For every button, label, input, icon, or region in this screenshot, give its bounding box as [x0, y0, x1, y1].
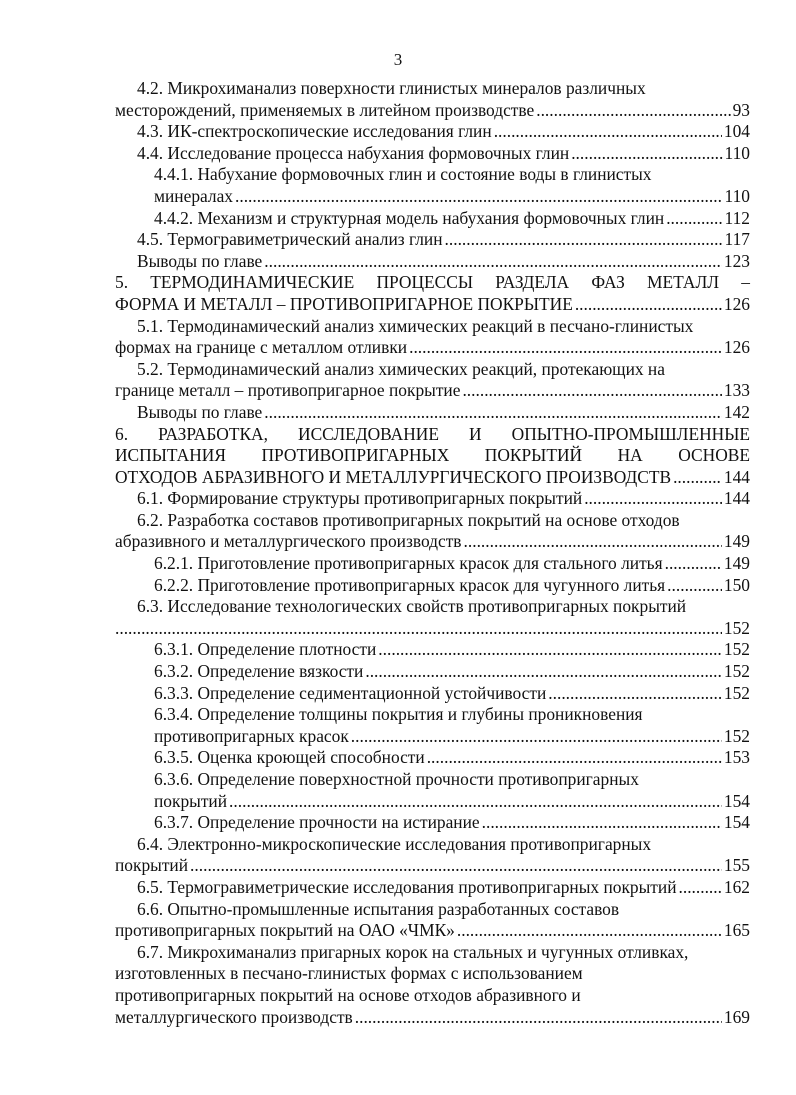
- toc-entry-6-6: [115, 899, 750, 942]
- toc-entry-text: ОТХОДОВ АБРАЗИВНОГО И МЕТАЛЛУРГИЧЕСКОГО ПРОИЗВОДСТВ: [115, 466, 672, 487]
- toc-page-number: 152: [723, 682, 750, 703]
- toc-page-number: 152: [723, 725, 750, 746]
- toc-entry-text: покрытий: [115, 855, 189, 876]
- toc-entry-text: 5. ТЕРМОДИНАМИЧЕСКИЕ ПРОЦЕССЫ РАЗДЕЛА ФАЗ МЕТАЛЛ –: [115, 272, 750, 293]
- toc-entry-text: противопригарных красок: [154, 725, 349, 746]
- leader-dots: [462, 380, 721, 402]
- toc-entry-5-1: [115, 316, 750, 359]
- leader-dots: [264, 402, 722, 424]
- toc-entry-text: минералах: [154, 185, 233, 206]
- toc-page-number: 110: [724, 142, 750, 163]
- leader-dots: [575, 294, 722, 316]
- toc-entry-text: 5.1. Термодинамический анализ химических реакций в песчано-глинистых: [137, 315, 694, 336]
- toc-entry-text: изготовленных в песчано-глинистых формах с использованием: [115, 963, 583, 984]
- leader-dots: [665, 553, 722, 575]
- toc-entry-text: абразивного и металлургического производств: [115, 531, 462, 552]
- toc-page-number: 142: [723, 401, 750, 422]
- leader-dots: [673, 467, 722, 489]
- toc-page-number: 169: [723, 1006, 750, 1027]
- toc-page-number: 149: [723, 531, 750, 552]
- toc-entry-6-3-3: [115, 683, 750, 705]
- toc-entry-text: 6.3.3. Определение седиментационной устойчивости: [154, 682, 547, 703]
- toc-entry-text: 4.3. ИК-спектроскопические исследования глин: [137, 121, 492, 142]
- toc-entry-6-3-4: [115, 704, 750, 747]
- toc-entry-text: 6. РАЗРАБОТКА, ИССЛЕДОВАНИЕ И ОПЫТНО-ПРОМЫШЛЕННЫЕ: [115, 423, 750, 444]
- toc-page-number: 110: [724, 185, 750, 206]
- toc-page-number: 153: [723, 747, 750, 768]
- toc-entry-chapter-5: [115, 272, 750, 315]
- toc-page-number: 104: [723, 121, 750, 142]
- toc-page-number: 117: [724, 229, 750, 250]
- toc-entry-6-3-2: [115, 661, 750, 683]
- toc-page-number: 154: [723, 790, 750, 811]
- toc-entry-4-2: [115, 78, 750, 121]
- toc-entry-4-4: [115, 143, 750, 165]
- toc-entry-text: противопригарных покрытий на ОАО «ЧМК»: [115, 920, 455, 941]
- toc-entry-6-1: [115, 488, 750, 510]
- toc-entry-4-4-2: [115, 208, 750, 230]
- toc-entry-conclusions-5: [115, 402, 750, 424]
- leader-dots: [229, 791, 722, 813]
- toc-entry-text: 4.2. Микрохиманализ поверхности глинистых минералов различных: [137, 78, 646, 98]
- toc-entry-6-5: [115, 877, 750, 899]
- leader-dots: [457, 920, 722, 942]
- toc-page-number: 133: [723, 380, 750, 401]
- toc-entry-text: 6.3.4. Определение толщины покрытия и глубины проникновения: [154, 704, 643, 725]
- toc-entry-6-3-7: [115, 812, 750, 834]
- toc-page-number: 152: [723, 661, 750, 682]
- leader-dots: [584, 488, 722, 510]
- toc-entry-text: 5.2. Термодинамический анализ химических реакций, протекающих на: [137, 358, 665, 379]
- toc-entry-6-3-1: [115, 639, 750, 661]
- toc-page-number: 152: [723, 617, 750, 638]
- toc-entry-text: покрытий: [154, 790, 228, 811]
- toc-entry-text: 6.2.1. Приготовление противопригарных красок для стального литья: [154, 553, 663, 574]
- toc-entry-text: 6.2. Разработка составов противопригарных покрытий на основе отходов: [137, 509, 680, 530]
- toc-page-number: 126: [723, 293, 750, 314]
- toc-entry-text: 6.3. Исследование технологических свойств противопригарных покрытий: [137, 596, 687, 617]
- leader-dots: [190, 855, 722, 877]
- toc-entry-text: 6.4. Электронно-микроскопические исследования противопригарных: [137, 833, 652, 854]
- toc-entry-text: 6.2.2. Приготовление противопригарных красок для чугунного литья: [154, 574, 666, 595]
- toc-entry-text: 6.3.6. Определение поверхностной прочности противопригарных: [154, 769, 639, 789]
- toc-page-number: 152: [723, 639, 750, 660]
- toc-entry-text: противопригарных покрытий на основе отходов абразивного и: [115, 984, 581, 1005]
- leader-dots: [365, 661, 722, 683]
- leader-dots: [351, 726, 722, 748]
- toc-entry-text: 4.4. Исследование процесса набухания формовочных глин: [137, 142, 570, 163]
- toc-entry-6-7: [115, 942, 750, 1028]
- table-of-contents: [115, 78, 750, 1028]
- leader-dots: [235, 186, 723, 208]
- toc-page-number: 144: [723, 466, 750, 487]
- toc-entry-text: формах на границе с металлом отливки: [115, 337, 408, 358]
- toc-entry-text: месторождений, применяемых в литейном производстве: [115, 99, 535, 120]
- leader-dots: [378, 639, 722, 661]
- toc-page-number: 93: [732, 99, 750, 120]
- toc-entry-6-2-2: [115, 575, 750, 597]
- leader-dots: [666, 208, 722, 230]
- leader-dots: [494, 121, 722, 143]
- leader-dots: [115, 618, 722, 640]
- leader-dots: [571, 143, 722, 165]
- toc-entry-6-3-6: [115, 769, 750, 812]
- toc-entry-text: 6.3.1. Определение плотности: [154, 639, 377, 660]
- toc-entry-6-3: [115, 596, 750, 639]
- toc-entry-text: 6.6. Опытно-промышленные испытания разработанных составов: [137, 898, 620, 919]
- leader-dots: [482, 812, 722, 834]
- toc-entry-4-4-1: [115, 164, 750, 207]
- toc-entry-6-2: [115, 510, 750, 553]
- toc-entry-text: металлургического производств: [115, 1006, 353, 1027]
- toc-page-number: 165: [723, 920, 750, 941]
- toc-entry-text: 6.5. Термогравиметрические исследования противопригарных покрытий: [137, 876, 677, 897]
- toc-entry-text: Выводы по главе: [137, 401, 263, 422]
- toc-page-number: 149: [723, 553, 750, 574]
- toc-entry-text: ИСПЫТАНИЯ ПРОТИВОПРИГАРНЫХ ПОКРЫТИЙ НА ОСНОВЕ: [115, 445, 750, 466]
- leader-dots: [667, 575, 722, 597]
- toc-entry-6-3-5: [115, 747, 750, 769]
- toc-page-number: 126: [723, 337, 750, 358]
- toc-entry-text: 6.7. Микрохиманализ пригарных корок на стальных и чугунных отливках,: [137, 941, 689, 962]
- leader-dots: [264, 251, 722, 273]
- leader-dots: [548, 683, 722, 705]
- toc-page-number: 123: [723, 250, 750, 271]
- toc-entry-text: 4.4.2. Механизм и структурная модель набухания формовочных глин: [154, 207, 665, 228]
- toc-entry-text: 6.3.5. Оценка кроющей способности: [154, 747, 425, 768]
- leader-dots: [427, 747, 722, 769]
- leader-dots: [464, 531, 722, 553]
- leader-dots: [445, 229, 723, 251]
- toc-entry-text: 6.3.2. Определение вязкости: [154, 661, 364, 682]
- toc-entry-4-5: [115, 229, 750, 251]
- leader-dots: [679, 877, 722, 899]
- toc-entry-text: 6.1. Формирование структуры противопригарных покрытий: [137, 488, 583, 509]
- toc-entry-text: 6.3.7. Определение прочности на истирание: [154, 812, 480, 833]
- leader-dots: [536, 100, 730, 122]
- toc-page-number: 162: [723, 876, 750, 897]
- toc-entry-6-4: [115, 834, 750, 877]
- toc-entry-text: Выводы по главе: [137, 250, 263, 271]
- toc-entry-conclusions-4: [115, 251, 750, 273]
- toc-page-number: 154: [723, 812, 750, 833]
- toc-entry-4-3: [115, 121, 750, 143]
- leader-dots: [409, 337, 722, 359]
- page-number: 3: [393, 50, 403, 69]
- toc-page-number: 155: [723, 855, 750, 876]
- leader-dots: [355, 1007, 722, 1029]
- toc-entry-text: 4.4.1. Набухание формовочных глин и состояние воды в глинистых: [154, 164, 652, 185]
- toc-entry-text: границе металл – противопригарное покрытие: [115, 380, 461, 401]
- toc-page-number: 112: [724, 207, 750, 228]
- toc-entry-text: 4.5. Термогравиметрический анализ глин: [137, 229, 443, 250]
- toc-entry-6-2-1: [115, 553, 750, 575]
- toc-page-number: 150: [723, 574, 750, 595]
- toc-entry-chapter-6: [115, 424, 750, 489]
- toc-entry-5-2: [115, 359, 750, 402]
- toc-page-number: 144: [723, 488, 750, 509]
- toc-entry-text: ФОРМА И МЕТАЛЛ – ПРОТИВОПРИГАРНОЕ ПОКРЫТИЕ: [115, 293, 573, 314]
